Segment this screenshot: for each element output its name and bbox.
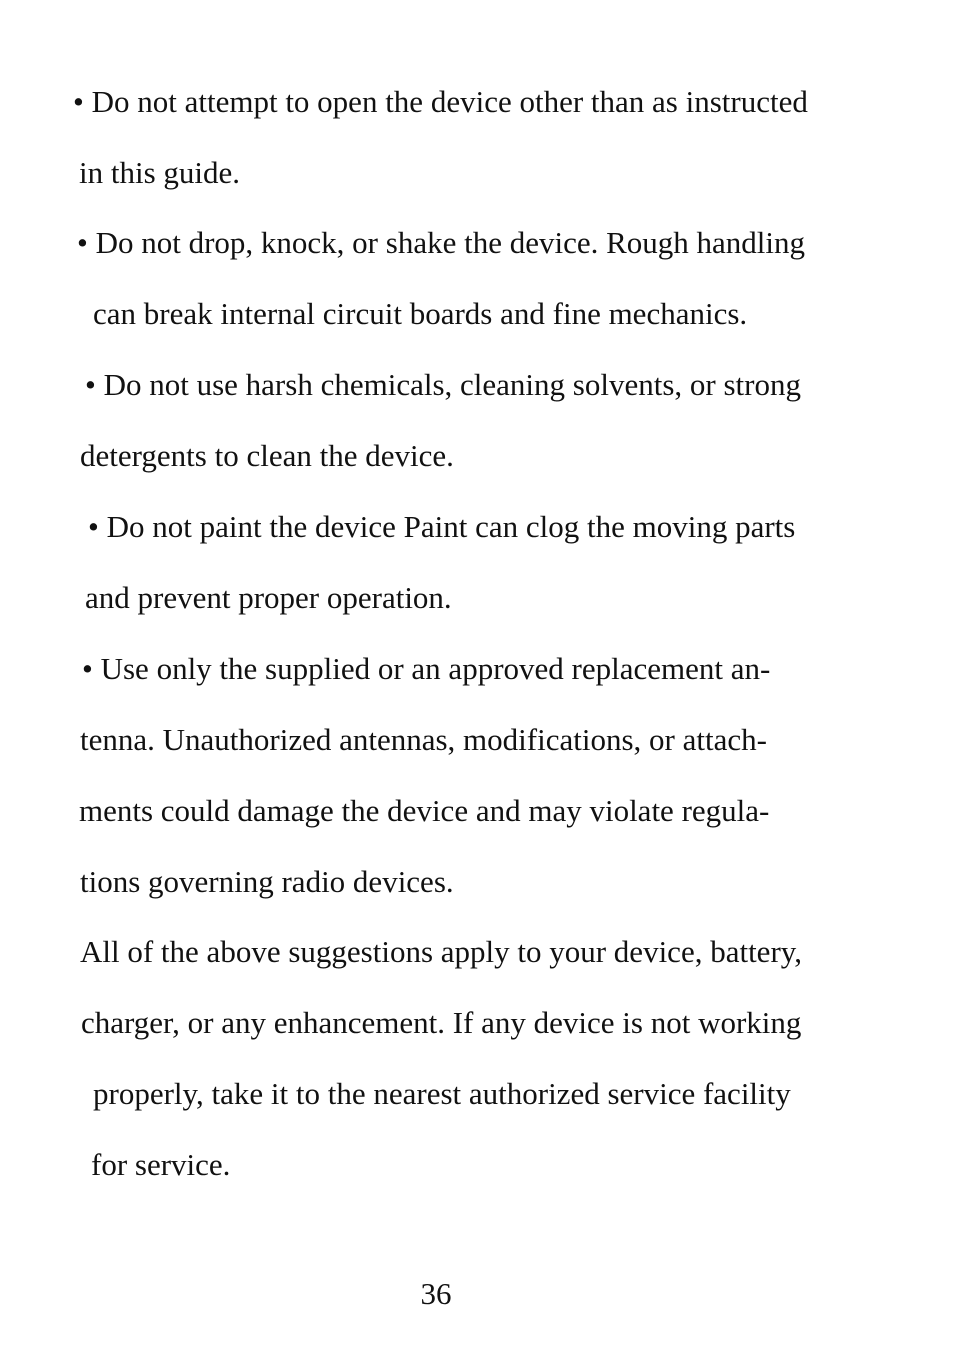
paragraph-line: properly, take it to the nearest authorized service facility: [93, 1076, 791, 1111]
bullet-line: and prevent proper operation.: [85, 580, 452, 615]
bullet-line: • Do not use harsh chemicals, cleaning solvents, or strong: [85, 367, 801, 402]
bullet-line: • Do not attempt to open the device other than as instructed: [73, 84, 808, 119]
paragraph-line: All of the above suggestions apply to your device, battery,: [80, 934, 803, 969]
bullet-line: tions governing radio devices.: [80, 864, 454, 899]
page-number: 36: [420, 1276, 452, 1311]
paragraph-line: for service.: [91, 1147, 231, 1182]
paragraph-line: charger, or any enhancement. If any device is not working: [81, 1005, 802, 1040]
bullet-line: ments could damage the device and may violate regula-: [79, 793, 770, 828]
bullet-line: can break internal circuit boards and fine mechanics.: [93, 296, 748, 331]
bullet-line: in this guide.: [79, 155, 241, 190]
bullet-line: detergents to clean the device.: [80, 438, 454, 473]
bullet-line: • Do not drop, knock, or shake the device. Rough handling: [77, 225, 806, 260]
bullet-line: tenna. Unauthorized antennas, modifications, or attach-: [80, 722, 767, 757]
bullet-line: • Use only the supplied or an approved replacement an-: [82, 651, 771, 686]
bullet-line: • Do not paint the device Paint can clog the moving parts: [88, 509, 796, 544]
